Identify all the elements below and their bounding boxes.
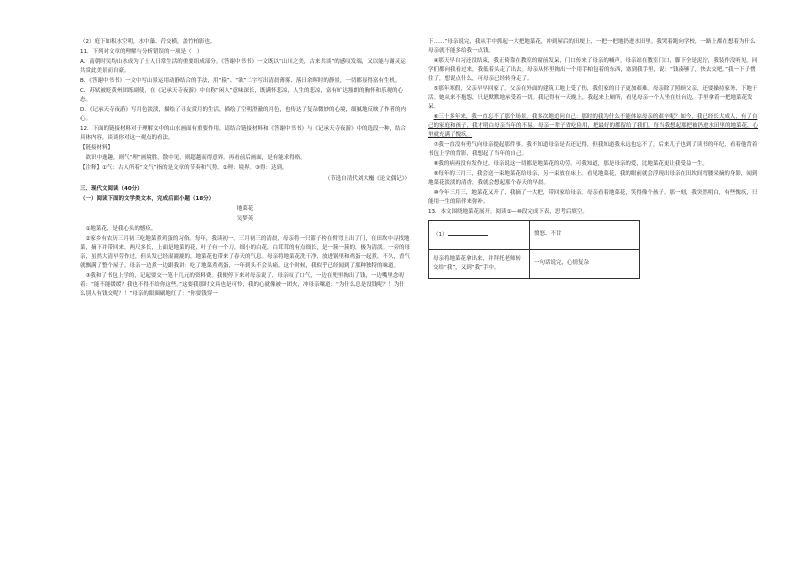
table-cell: 愤怒、不甘 xyxy=(530,220,640,249)
poem-line: （2）庭下如积水空明，水中藻、荇交横，盖竹柏影也。 xyxy=(80,39,216,45)
note: 【注释】①气：古人所着“文气”指的是文章的节奏和气势。②理：境界。③得：达到。 xyxy=(80,165,288,172)
paragraph-1: ①地菜花，是我心头的憾疚。 xyxy=(85,226,157,233)
paragraph-8: ⑧我的病再没有发作过。母亲说这一切都是地菜花的功劳。可我知道，那是母亲的爱，比地菜花更让我受益一生。 xyxy=(433,160,708,167)
question-12: 12．下面的链接材料对于理解文中的山水画面有重要作用，请结合链接材料和《答谢中书书》与《记承天寺夜游》中的选段一种，结合具体内容，谈谈你对这一观点的看法。 xyxy=(80,126,407,142)
paragraph-3-cont: 下……”母亲说完，我从手中抓起一大把地菜花，冲到屋后的田埂上，一把一把地扔进水田里。我哭着跑向学校，一路上都在想着为什么母亲就不能多给我一点钱。 xyxy=(428,39,756,54)
article-author: 吴梦英 xyxy=(236,215,254,222)
paragraph-3: ③我和了书包上学的，记起要交一笔十几元的资料费。我便停下来对母亲说了，母亲叹了口气，一边在兜里掏出了钱，一边嘴里念叨着：“能不能缓缓？我也不得不给你这些。”这要我那时文具也是可怜，我的心就像被一团火，冲母亲嚷道：“为什么总是没钱呢？！为什么别人有钱交呢？！”母亲的眼圈刷地红了：“你要钱穿一 xyxy=(80,272,405,297)
link-text: 欲识中逸趣，则气“理”画境胜，散中见，则超越而得意界。再看前后画面，是有能求得格。 xyxy=(85,155,306,162)
table-row xyxy=(429,249,640,278)
option-a: A．南朝时吴均山水成为了士人日常生活的重要组成部分。《答谢中书书》一文既以“山川之美，古来共谈”的感叹发端，又以能与谢灵运共赏此美景而自豪。 xyxy=(80,59,406,75)
link-title: 【链接材料】 xyxy=(80,145,114,152)
question-11: 11．下列对文章的理解与分析错误的一项是（ ） xyxy=(80,49,203,56)
table-cell[interactable]: （1） xyxy=(429,220,530,249)
paragraph-9: ⑨每年的三月三，我会送一束地菜花给母亲，另一束放在床上。看见地菜花，我的眼前就会浮现出母亲在田坎间弯腰采摘的身影，闻到地菜花淡淡的清香，我就会想起那个春天的早晨。 xyxy=(428,170,758,186)
table-row xyxy=(429,220,640,249)
table-cell: 一句话说完，心情复杂 xyxy=(530,249,640,278)
sub-heading: （一）阅读下面的文学类文本，完成后面小题（18分） xyxy=(80,195,215,202)
option-d: D．《记承天寺夜游》写月色淡淡，描绘了寻友赏月的生活，描绘了空明澄澈的月色，也传达了复杂微妙的心境，细腻地反映了作者的内心。 xyxy=(80,107,406,123)
source: （节选自清代刘大櫆《论文偶记》） xyxy=(324,175,410,182)
paragraph-7: ⑦我一直没有勇气向母亲提起那件事。我不知道母亲是否还记得，但我知道我永远也忘不了。后来儿子也到了读书的年纪，看着他背着书包上学的背影，我想起了当年的自己。 xyxy=(428,141,758,157)
option-b: B．《答谢中书书》一文中写山景运用动静结合的手法，用“猿”、“欲”二字写出清晨薄雾、落日余晖时的静景，一切都显得富有生机。 xyxy=(80,78,401,85)
question-13: 13．本文围绕地菜花展开，阅读①—⑩段完成下表，思考后填空。 xyxy=(428,208,588,215)
paragraph-5: ⑤那年寒假，父亲早早回家了。父亲在外面的建筑工地上受了伤，我们家的日子更加艰难。母亲除了照顾父亲，还要操持家务、下地干活。她从来不抱怨，只是默默地承受着一切。我记得有一天晚上，我起来上厕所，看见母亲一个人坐在灶台边，手里拿着一把地菜花发呆。 xyxy=(428,85,758,110)
paragraph-10: ⑩今年三月三，地菜花又开了，我摘了一大把，带回家给母亲。母亲看着地菜花，笑得像个孩子。那一刻，我突然明白，有些愧疚，只能用一生的陪伴来弥补。 xyxy=(428,189,758,205)
paragraph-6: ⑥三十多年来，我一直忘不了那个场景。我多次地追问自己：那时的我为什么不能体谅母亲的艰辛呢？如今，我已经长大成人，有了自己的家庭和孩子，我才明白母亲当年的不易。母亲一辈子省吃俭用，把最好的都留给了我们。每当我想起那把被扔进水田里的地菜花，心里就充满了愧疚。 xyxy=(428,113,759,138)
paragraph-2: ②家乡有农历三月初三吃地菜煮鸡蛋的习俗。每年，我读初一。三月初三的清晨，母亲将一只篮子挎在臂弯上出了门，在田坎中寻找地菜，摘下并带回来。两尺多长，上面是地菜的花，叶子有一个刀，细小的白花，白茸茸的有点细长，是一簇一簇的，极为清淡。一旁的母亲，虽然大清早劳作过，但头发已经湿漉漉的，地菜花也带来了春天的气息。母亲将地菜花洗干净，放进锅里和鸡蛋一起煮，不久，香气就飘满了整个屋子。母亲一边煮一边跟我讲：吃了地菜煮鸡蛋，一年到头不会头痛。这个时候，我似乎已经闻到了那种独特的味道。 xyxy=(80,236,411,269)
left-column xyxy=(80,38,410,300)
paragraph-4: ④那天早自习还没结束，我正倚靠在教室的窗前发呆，门口传来了母亲的喊声。母亲站在教室门口，脚下全是泥泞，我装作没听见。同学们都向我看过来，我低着头走了出去。母亲从怀里掏出一个用手帕包着的东西，塞到我手里，说：“钱凑够了，快去交吧。”我一下子愣住了，想说点什么，可母亲已经转身走了。 xyxy=(428,58,758,82)
answer-blank[interactable] xyxy=(448,230,488,236)
answer-table xyxy=(428,220,640,279)
section-heading: 三、现代文阅读（40分） xyxy=(80,185,143,192)
option-c: C．苏轼被贬黄州团练副使，在《记承天寺夜游》中自称“闲人”意味深长，既满怀悲凉，人生的悲凉，富有旷达豁朗的胸怀和乐观的心态。 xyxy=(80,88,404,104)
right-column xyxy=(428,38,758,279)
table-cell: 母亲将地菜花拿出来，并拜托老师转交给“我”，又到“我”手中。 xyxy=(429,249,530,278)
article-title: 地菜花 xyxy=(236,205,254,212)
